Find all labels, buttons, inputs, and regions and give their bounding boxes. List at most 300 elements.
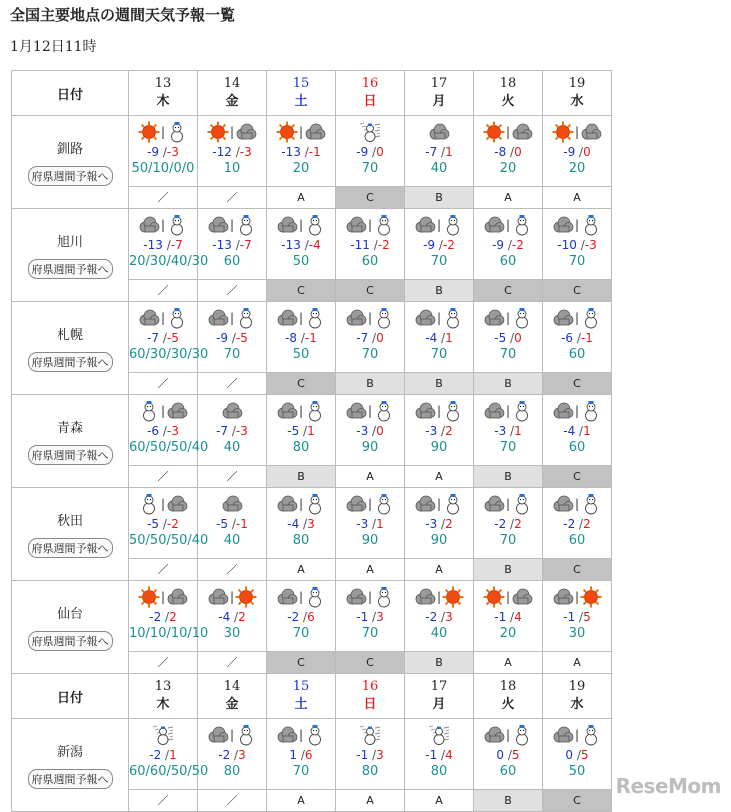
icon-separator: |: [574, 125, 580, 139]
forecast-cell: [474, 581, 543, 652]
precip-probability: 60: [499, 764, 517, 779]
max-temp: 0: [376, 145, 384, 159]
icon-separator: |: [298, 404, 304, 418]
min-temp: -1: [356, 610, 369, 624]
min-temp: -3: [356, 517, 369, 531]
weather-icons: [405, 305, 473, 331]
min-temp: -4: [425, 331, 438, 345]
temperature-range: [129, 610, 197, 624]
precip-probability: 60: [361, 254, 379, 269]
weather-icons: [129, 584, 197, 610]
reliability-cell: ／: [129, 186, 198, 208]
weather-icons: [198, 119, 266, 145]
temp-separator: /: [300, 145, 309, 159]
reliability-cell: C: [267, 372, 336, 394]
reliability-cell: A: [405, 789, 474, 811]
max-temp: 5: [583, 610, 591, 624]
temp-separator: /: [159, 424, 167, 438]
max-temp: 3: [376, 748, 384, 762]
day-number: 13: [154, 76, 172, 91]
snowman-icon: [511, 214, 533, 236]
weather-icons: [267, 398, 335, 424]
temp-separator: /: [368, 610, 377, 624]
area-cell: [12, 488, 129, 581]
cloud-icon: [483, 724, 505, 746]
max-temp: -7: [170, 238, 183, 252]
icon-separator: |: [574, 728, 580, 742]
reliability-cell: B: [474, 558, 543, 580]
day-number: 14: [223, 76, 241, 91]
snowman-icon: [580, 214, 602, 236]
cloud-icon: [235, 121, 257, 143]
reliability-cell: A: [267, 558, 336, 580]
max-temp: -4: [308, 238, 321, 252]
forecast-cell: [336, 116, 405, 187]
reliability-cell: A: [336, 558, 405, 580]
min-temp: -3: [494, 424, 507, 438]
cloud-icon: [207, 724, 229, 746]
temp-separator: /: [506, 610, 515, 624]
icon-separator: |: [298, 497, 304, 511]
min-temp: -4: [287, 517, 300, 531]
weekday-name: 月: [432, 697, 446, 712]
temperature-range: [474, 331, 542, 345]
icon-separator: |: [436, 218, 442, 232]
weather-icons: [129, 119, 197, 145]
precip-probability: 60: [568, 533, 586, 548]
temperature-range: [405, 331, 473, 345]
precip-probability: 20/30/40/30: [129, 254, 209, 269]
reliability-cell: C: [267, 279, 336, 301]
weather-icons: [405, 398, 473, 424]
snowman-icon: [580, 493, 602, 515]
icon-separator: |: [436, 311, 442, 325]
snowman-icon: [235, 724, 257, 746]
weather-icons: [474, 491, 542, 517]
icon-separator: |: [367, 218, 373, 232]
precip-probability: 60/30/30/30: [129, 347, 209, 362]
temp-separator: /: [162, 238, 171, 252]
forecast-cell: [129, 209, 209, 280]
weather-icons: [336, 398, 404, 424]
min-temp: -7: [425, 145, 438, 159]
forecast-cell: [129, 302, 209, 373]
cloud-icon: [345, 214, 367, 236]
forecast-cell: [336, 488, 405, 559]
weather-icons: [198, 722, 266, 748]
max-temp: 1: [307, 424, 315, 438]
day-number: 15: [292, 76, 310, 91]
reliability-cell: ／: [198, 651, 267, 673]
min-temp: -2: [149, 748, 162, 762]
snowman-icon: [235, 214, 257, 236]
temperature-range: [405, 610, 473, 624]
reliability-cell: A: [543, 186, 612, 208]
temp-separator: /: [299, 610, 308, 624]
temp-separator: /: [437, 145, 446, 159]
min-temp: -3: [356, 424, 369, 438]
temp-separator: /: [504, 748, 512, 762]
precip-probability: 20: [499, 626, 517, 641]
icon-separator: |: [574, 311, 580, 325]
min-temp: -9: [356, 145, 369, 159]
temp-separator: /: [437, 517, 446, 531]
forecast-cell: [405, 719, 474, 790]
weekday-name: 火: [501, 94, 515, 109]
precip-probability: 50: [292, 347, 310, 362]
min-temp: -9: [423, 238, 436, 252]
reliability-cell: C: [336, 279, 405, 301]
max-temp: 1: [514, 424, 522, 438]
forecast-cell: [267, 719, 336, 790]
icon-separator: |: [298, 590, 304, 604]
reliability-cell: C: [336, 186, 405, 208]
icon-separator: |: [574, 497, 580, 511]
temp-separator: /: [299, 424, 308, 438]
precip-probability: 70: [223, 347, 241, 362]
temperature-range: [198, 424, 266, 438]
cloud-icon: [414, 307, 436, 329]
weekday-name: 火: [501, 697, 515, 712]
forecast-cell: [336, 719, 405, 790]
snowman-icon: [511, 307, 533, 329]
weather-icons: [267, 119, 335, 145]
weather-icons: [543, 212, 611, 238]
reliability-cell: ／: [129, 465, 198, 487]
weather-icons: [129, 722, 197, 748]
weather-icons: [198, 584, 266, 610]
min-temp: -5: [287, 424, 300, 438]
weather-icons: [474, 722, 542, 748]
cloud-icon: [345, 307, 367, 329]
reliability-cell: B: [474, 789, 543, 811]
min-temp: -4: [563, 424, 576, 438]
cloud-icon: [166, 586, 188, 608]
pref-weekly-forecast-button[interactable]: 府県週間予報へ: [28, 352, 113, 372]
temp-separator: /: [230, 610, 239, 624]
temp-separator: /: [435, 238, 443, 252]
precip-probability: 60/50/50/40: [129, 440, 209, 455]
reliability-cell: C: [543, 789, 612, 811]
temp-separator: /: [161, 610, 170, 624]
min-temp: -11: [350, 238, 370, 252]
forecast-cell: [336, 581, 405, 652]
reliability-cell: ／: [198, 279, 267, 301]
forecast-cell: [405, 395, 474, 466]
max-temp: 6: [304, 748, 313, 762]
max-temp: 5: [511, 748, 520, 762]
min-temp: -6: [147, 424, 160, 438]
temperature-range: [129, 145, 197, 159]
temp-separator: /: [159, 331, 167, 345]
date-header-13: [129, 71, 198, 116]
max-temp: -3: [584, 238, 597, 252]
icon-separator: |: [367, 311, 373, 325]
cloud-icon: [345, 400, 367, 422]
icon-separator: |: [160, 125, 166, 139]
weather-icons: [474, 212, 542, 238]
weather-icons: [405, 584, 473, 610]
weekly-forecast-table: [11, 70, 612, 812]
forecast-cell: [129, 116, 198, 187]
max-temp: -2: [377, 238, 390, 252]
forecast-cell: [267, 209, 336, 280]
weather-icons: [129, 398, 197, 424]
min-temp: -5: [147, 517, 160, 531]
min-temp: -13: [281, 145, 301, 159]
icon-separator: |: [229, 125, 235, 139]
forecast-cell: [336, 302, 405, 373]
icon-separator: |: [574, 590, 580, 604]
min-temp: -1: [494, 610, 507, 624]
min-temp: -8: [494, 145, 507, 159]
weather-icons: [405, 119, 473, 145]
precip-probability: 40: [430, 626, 448, 641]
date-header-16: [336, 674, 405, 719]
temp-separator: /: [575, 145, 584, 159]
snowman-icon: [442, 214, 464, 236]
icon-separator: |: [505, 497, 511, 511]
temp-separator: /: [228, 424, 236, 438]
precip-probability: 30: [568, 626, 586, 641]
min-temp: -3: [425, 424, 438, 438]
pref-weekly-forecast-button[interactable]: 府県週間予報へ: [28, 259, 113, 279]
weekday-name: 金: [225, 697, 239, 712]
temperature-range: [543, 610, 611, 624]
icon-separator: |: [160, 590, 166, 604]
date-header-17: [405, 674, 474, 719]
sun-icon: [483, 121, 505, 143]
temp-separator: /: [506, 424, 515, 438]
max-temp: 3: [445, 610, 453, 624]
precip-probability: 50: [568, 764, 586, 779]
weather-icons: [267, 212, 335, 238]
icon-separator: |: [298, 311, 304, 325]
forecast-cell: [405, 488, 474, 559]
min-temp: -7: [216, 424, 229, 438]
day-number: 15: [292, 679, 310, 694]
temperature-range: [543, 424, 611, 438]
min-temp: -2: [287, 610, 300, 624]
precip-probability: 70: [430, 347, 448, 362]
weather-icons: [474, 584, 542, 610]
reliability-cell: A: [336, 465, 405, 487]
precip-probability: 10/10/10/10: [129, 626, 209, 641]
precip-probability: 70: [499, 440, 517, 455]
temp-separator: /: [297, 748, 305, 762]
area-name: 釧路: [56, 142, 83, 157]
pref-weekly-forecast-button[interactable]: 府県週間予報へ: [28, 166, 113, 186]
max-temp: -3: [235, 424, 248, 438]
precip-probability: 80: [430, 764, 448, 779]
temperature-range: [129, 331, 197, 345]
max-temp: -5: [166, 331, 179, 345]
min-temp: -5: [494, 331, 507, 345]
forecast-cell: [543, 395, 612, 466]
date-header-13: [129, 674, 198, 719]
max-temp: -1: [304, 331, 317, 345]
weather-icons: [405, 722, 473, 748]
temp-separator: /: [573, 748, 581, 762]
temperature-range: [129, 424, 197, 438]
max-temp: 2: [169, 610, 177, 624]
icon-separator: |: [505, 404, 511, 418]
min-temp: -10: [557, 238, 577, 252]
icon-separator: |: [367, 497, 373, 511]
snowman-icon: [304, 493, 326, 515]
forecast-cell: [543, 116, 612, 187]
weather-icons: [267, 722, 335, 748]
sun-icon: [276, 121, 298, 143]
precip-probability: 80: [292, 533, 310, 548]
min-temp: -5: [216, 517, 229, 531]
reliability-cell: A: [267, 186, 336, 208]
temperature-range: [405, 517, 473, 531]
min-temp: -13: [212, 238, 232, 252]
icon-separator: |: [436, 497, 442, 511]
min-temp: -9: [563, 145, 576, 159]
temp-separator: /: [300, 238, 309, 252]
temp-separator: /: [299, 517, 308, 531]
max-temp: -2: [166, 517, 179, 531]
snowman-icon: [166, 307, 188, 329]
pref-weekly-forecast-button[interactable]: 府県週間予報へ: [28, 538, 113, 558]
forecast-cell: [267, 395, 336, 466]
area-name: 仙台: [56, 607, 83, 622]
max-temp: -7: [239, 238, 252, 252]
icon-separator: |: [574, 218, 580, 232]
sun-icon: [138, 121, 160, 143]
cloud-icon: [414, 586, 436, 608]
min-temp: -7: [356, 331, 369, 345]
snowman-icon: [304, 400, 326, 422]
area-cell: [12, 302, 129, 395]
temperature-range: [474, 238, 542, 252]
max-temp: 4: [445, 748, 453, 762]
snowstorm-icon: [359, 724, 381, 746]
temperature-range: [543, 331, 611, 345]
precip-probability: 50: [292, 254, 310, 269]
cloud-icon: [552, 586, 574, 608]
pref-weekly-forecast-button[interactable]: 府県週間予報へ: [28, 631, 113, 651]
precip-probability: 90: [430, 533, 448, 548]
snowman-icon: [304, 586, 326, 608]
max-temp: 2: [583, 517, 591, 531]
weather-icons: [336, 212, 404, 238]
reliability-cell: ／: [129, 279, 198, 301]
temp-separator: /: [368, 331, 377, 345]
weekday-name: 土: [294, 94, 308, 109]
weather-icons: [474, 305, 542, 331]
weather-icons: [267, 305, 335, 331]
precip-probability: 70: [361, 347, 379, 362]
pref-weekly-forecast-button[interactable]: 府県週間予報へ: [28, 769, 113, 789]
temp-separator: /: [506, 331, 515, 345]
min-temp: -2: [494, 517, 507, 531]
min-temp: -3: [425, 517, 438, 531]
forecast-cell: [474, 395, 543, 466]
cloud-icon: [483, 400, 505, 422]
date-header-row: [12, 674, 612, 719]
date-header-19: [543, 71, 612, 116]
day-number: 14: [223, 679, 241, 694]
sun-icon: [235, 586, 257, 608]
weekday-name: 金: [225, 94, 239, 109]
icon-separator: |: [160, 311, 166, 325]
cloud-icon: [552, 307, 574, 329]
temperature-range: [336, 331, 404, 345]
precip-probability: 60: [568, 347, 586, 362]
max-temp: -2: [511, 238, 524, 252]
reliability-cell: B: [405, 186, 474, 208]
day-number: 16: [361, 76, 379, 91]
snowman-icon: [373, 586, 395, 608]
date-header-19: [543, 674, 612, 719]
snowman-icon: [511, 724, 533, 746]
min-temp: -7: [147, 331, 160, 345]
max-temp: -3: [166, 145, 179, 159]
pref-weekly-forecast-button[interactable]: 府県週間予報へ: [28, 445, 113, 465]
snowman-icon: [442, 307, 464, 329]
reliability-cell: C: [543, 465, 612, 487]
temperature-range: [336, 238, 404, 252]
temperature-range: [129, 238, 197, 252]
snowman-icon: [442, 400, 464, 422]
area-name: 青森: [56, 421, 83, 436]
date-header-label: 日付: [12, 71, 129, 116]
temp-separator: /: [231, 145, 240, 159]
day-number: 19: [568, 76, 586, 91]
max-temp: 2: [514, 517, 522, 531]
icon-separator: |: [436, 404, 442, 418]
temp-separator: /: [230, 748, 239, 762]
forecast-cell: [267, 302, 336, 373]
icon-separator: |: [160, 218, 166, 232]
icon-separator: |: [367, 590, 373, 604]
day-number: 18: [499, 679, 517, 694]
min-temp: 0: [496, 748, 505, 762]
cloud-icon: [276, 307, 298, 329]
date-header-16: [336, 71, 405, 116]
forecast-row: [12, 395, 612, 466]
temp-separator: /: [368, 517, 377, 531]
forecast-cell: [474, 209, 543, 280]
temp-separator: /: [368, 424, 377, 438]
precip-probability: 70: [568, 254, 586, 269]
snowman-icon: [580, 400, 602, 422]
max-temp: 0: [514, 331, 522, 345]
icon-separator: |: [505, 125, 511, 139]
cloud-icon: [276, 214, 298, 236]
forecast-cell: [129, 488, 209, 559]
temp-separator: /: [575, 517, 584, 531]
cloud-icon: [511, 586, 533, 608]
precip-probability: 70: [361, 161, 379, 176]
min-temp: -2: [425, 610, 438, 624]
forecast-timestamp: 1月12日11時: [10, 39, 97, 55]
temperature-range: [474, 610, 542, 624]
reliability-cell: ／: [129, 651, 198, 673]
temperature-range: [267, 424, 335, 438]
cloud-icon: [276, 400, 298, 422]
temp-separator: /: [506, 517, 515, 531]
reliability-cell: A: [474, 186, 543, 208]
min-temp: -13: [281, 238, 301, 252]
temp-separator: /: [228, 331, 236, 345]
precip-probability: 20: [568, 161, 586, 176]
day-number: 17: [430, 679, 448, 694]
reliability-cell: A: [405, 558, 474, 580]
